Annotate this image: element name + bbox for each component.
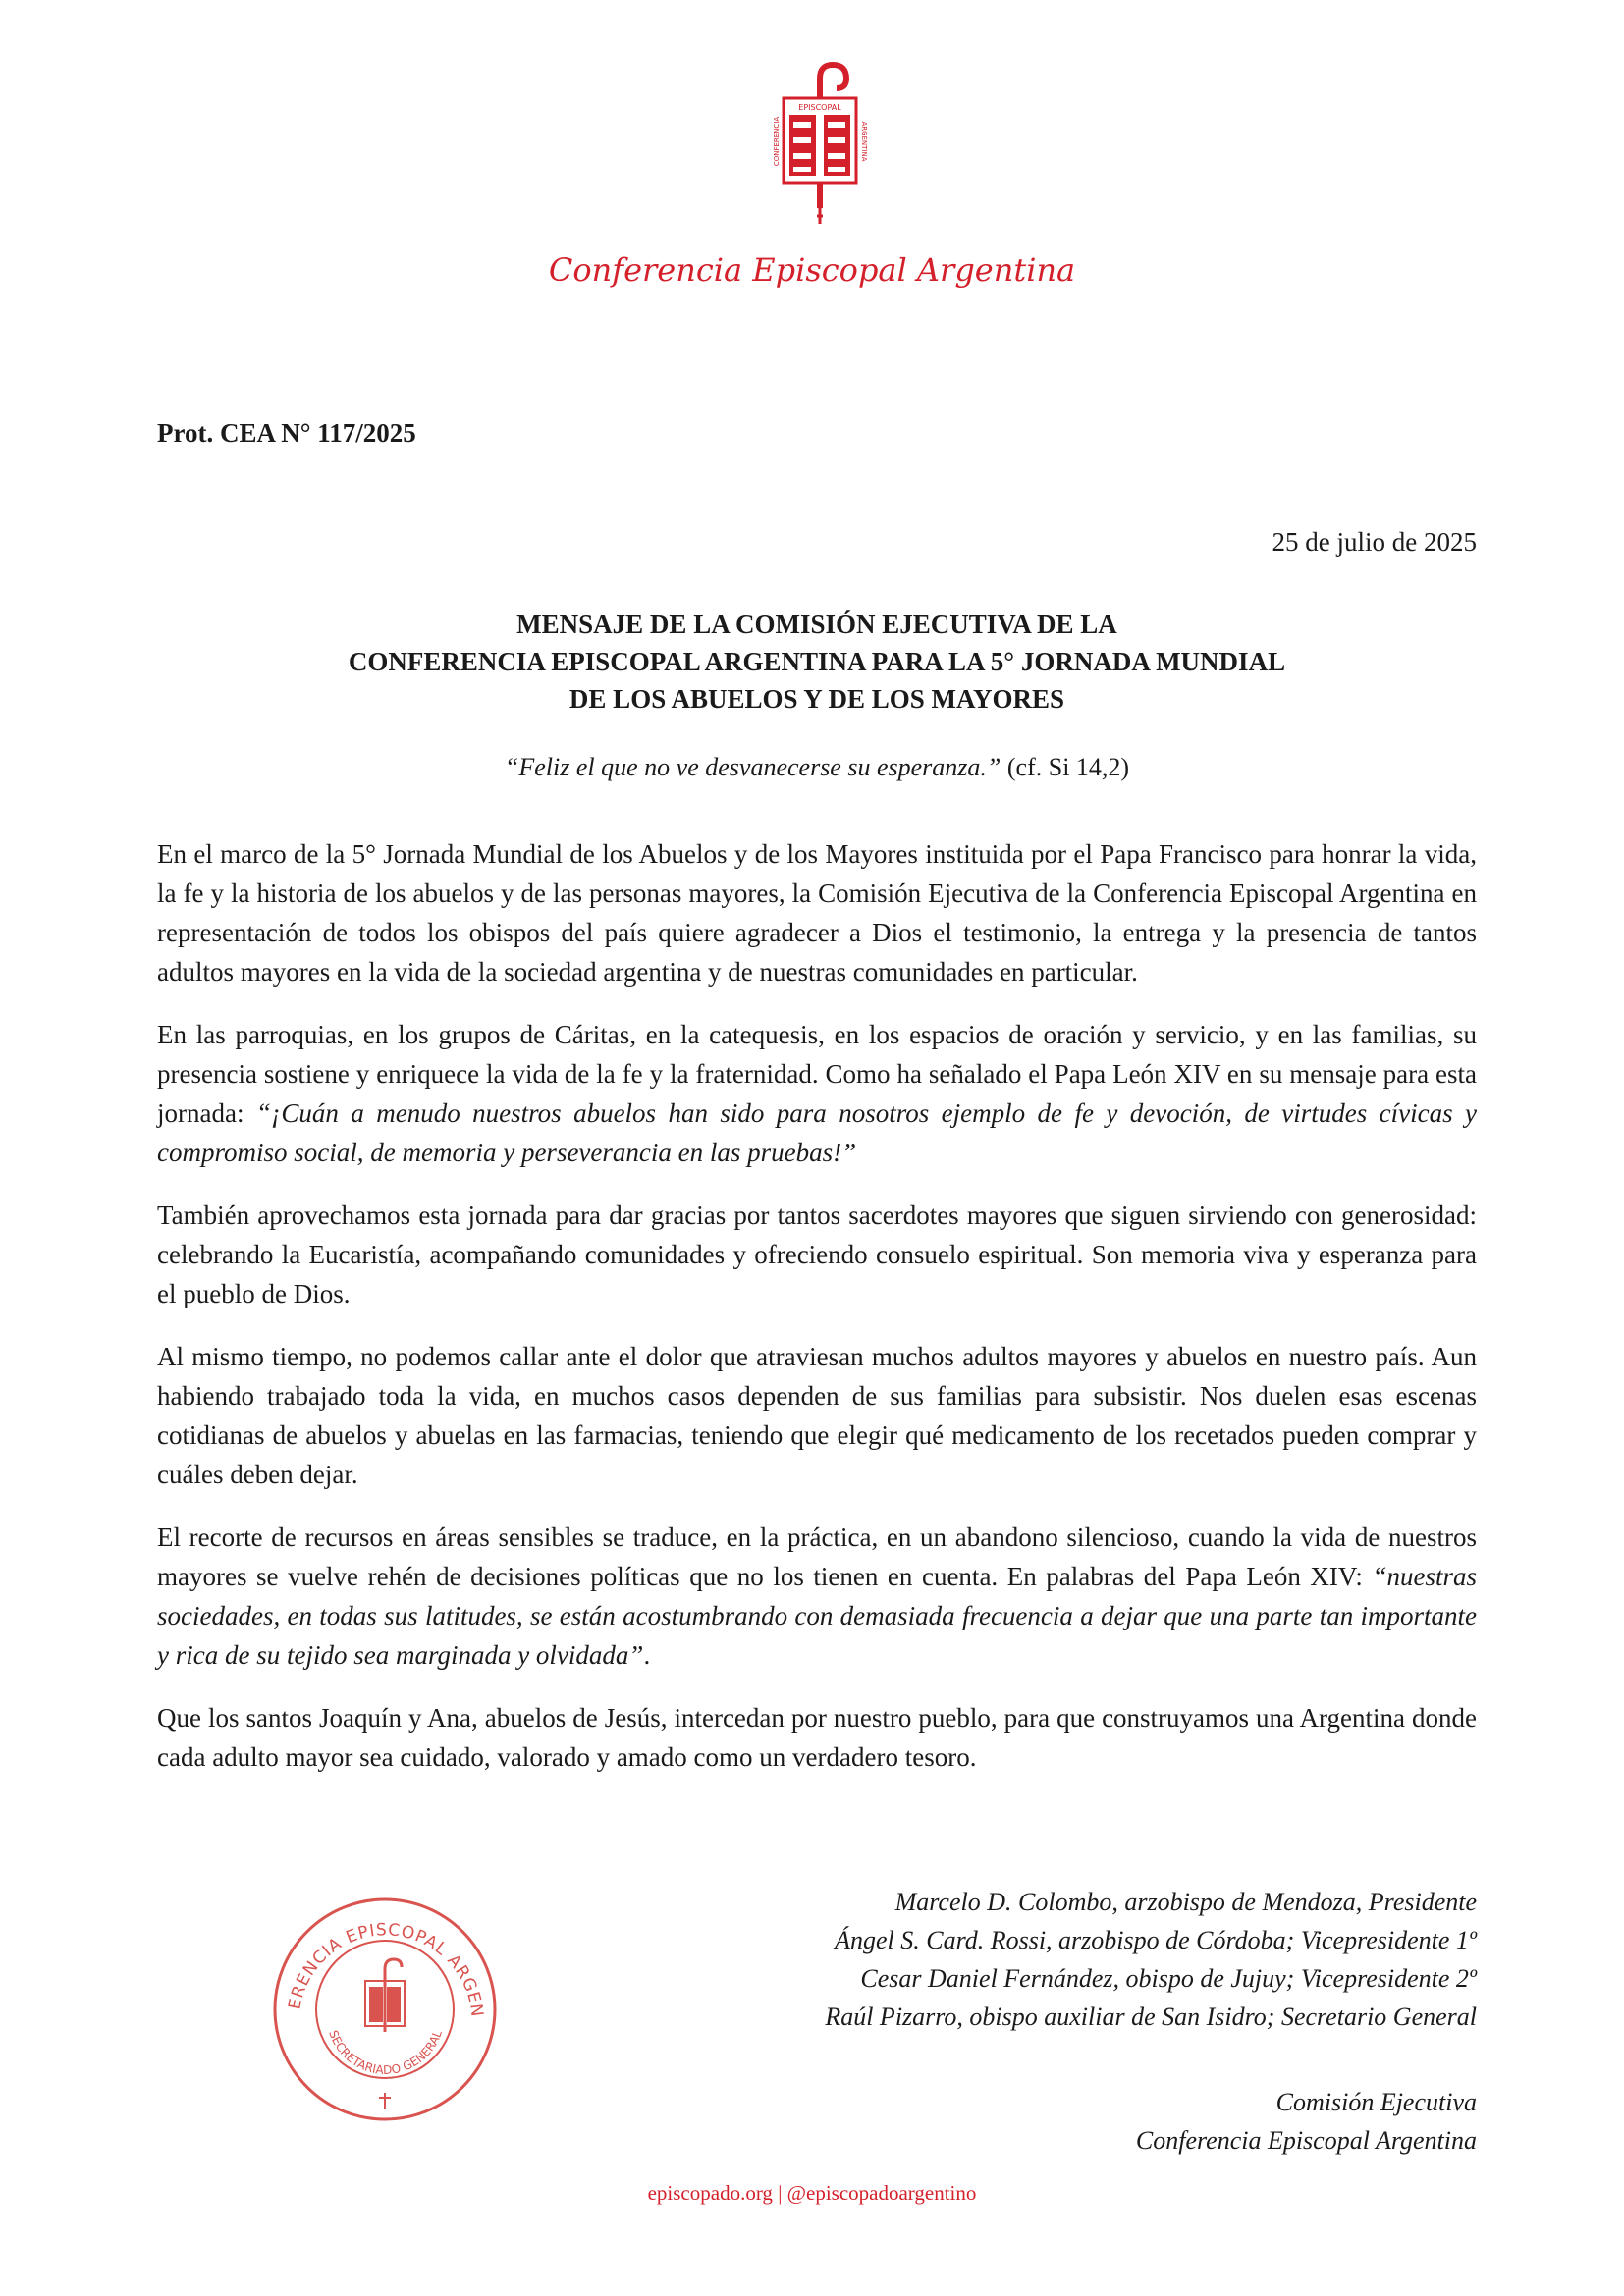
- signatories: [593, 1883, 1477, 2036]
- title-line: DE LOS ABUELOS Y DE LOS MAYORES: [568, 684, 1065, 714]
- document-title: [157, 606, 1477, 718]
- committee-line: Conferencia Episcopal Argentina: [1135, 2126, 1477, 2155]
- paragraph: También aprovechamos esta jornada para dar gracias por tantos sacerdotes mayores que siguen sirviendo con generosidad: celebrando la Eucaristía, acompañando comunidades y ofreciendo consuelo espiritual. Son memoria viva y esperanza para el pueblo de Dios.: [157, 1201, 1477, 1308]
- signer-line: Ángel S. Card. Rossi, arzobispo de Córdoba; Vicepresidente 1º: [835, 1926, 1477, 1954]
- paragraph: Al mismo tiempo, no podemos callar ante el dolor que atraviesan muchos adultos mayores y abuelos en nuestro país. Aun habiendo trabajado toda la vida, en muchos casos dependen de sus familias para subsistir. Nos duelen esas escenas cotidianas de abuelos y abuelas en las farmacias, teniendo que elegir qué medicamento de los recetados pueden comprar y cuáles deben dejar.: [157, 1342, 1477, 1489]
- pope-quote: “nuestras sociedades, en todas sus latitudes, se están acostumbrando con demasiada frecuencia a dejar que una parte tan importante y rica de su tejido sea marginada y olvidada”: [157, 1562, 1477, 1670]
- document-date: 25 de julio de 2025: [1272, 527, 1477, 557]
- website-link[interactable]: episcopado.org: [647, 2181, 773, 2205]
- title-line: MENSAJE DE LA COMISIÓN EJECUTIVA DE LA: [516, 610, 1117, 639]
- svg-text:SECRETARIADO GENERAL: [326, 2028, 445, 2077]
- committee-signature: [593, 2083, 1477, 2160]
- paragraph: [157, 1015, 1477, 1172]
- footer-separator: |: [772, 2181, 787, 2205]
- secretariat-stamp: [270, 1895, 501, 2125]
- stamp-outer-text: ERENCIA EPISCOPAL ARGEN: [285, 1920, 487, 2019]
- paragraph: [157, 1518, 1477, 1675]
- epigraph-quote: “Feliz el que no ve desvanecerse su esperanza.”: [504, 753, 1001, 781]
- organization-name: Conferencia Episcopal Argentina: [548, 251, 1076, 289]
- title-line: CONFERENCIA EPISCOPAL ARGENTINA PARA LA 5° JORNADA MUNDIAL: [348, 647, 1286, 676]
- message-body: [157, 834, 1477, 1800]
- protocol-number: Prot. CEA N° 117/2025: [157, 418, 416, 448]
- paragraph-end: .: [643, 1640, 651, 1670]
- epigraph: [157, 753, 1477, 782]
- footer: [0, 2181, 1624, 2206]
- signer-line: Marcelo D. Colombo, arzobispo de Mendoza, Presidente: [894, 1888, 1477, 1916]
- paragraph-text: En las parroquias, en los grupos de Cáritas, en la catequesis, en los espacios de oración y servicio, y en las familias, su presencia sostiene y enriquece la vida de la fe y la fraternidad. Como ha señalado el Papa León XIV en su mensaje para esta jornada:: [157, 1020, 1477, 1128]
- signer-line: Raúl Pizarro, obispo auxiliar de San Isidro; Secretario General: [825, 2002, 1477, 2031]
- cea-logo: [766, 61, 874, 228]
- signer-line: Cesar Daniel Fernández, obispo de Jujuy; Vicepresidente 2º: [860, 1964, 1477, 1993]
- epigraph-reference: (cf. Si 14,2): [1001, 753, 1130, 781]
- logo-text-top: EPISCOPAL: [798, 103, 841, 112]
- logo-text-left: CONFERENCIA: [773, 116, 781, 167]
- paragraph-text: El recorte de recursos en áreas sensibles se traduce, en la práctica, en un abandono silencioso, cuando la vida de nuestros mayores se vuelve rehén de decisiones políticas que no los tienen en cuenta. En palabras del Papa León XIV:: [157, 1522, 1477, 1591]
- logo-text-right: ARGENTINA: [860, 121, 868, 162]
- pope-quote: “¡Cuán a menudo nuestros abuelos han sido para nosotros ejemplo de fe y devoción, de virtudes cívicas y compromiso social, de memoria y perseverancia en las pruebas!”: [157, 1098, 1478, 1167]
- paragraph: En el marco de la 5° Jornada Mundial de los Abuelos y de los Mayores instituida por el Papa Francisco para honrar la vida, la fe y la historia de los abuelos y de las personas mayores, la Comisión Ejecutiva de la Conferencia Episcopal Argentina en representación de todos los obispos del país quiere agradecer a Dios el testimonio, la entrega y la presencia de tantos adultos mayores en la vida de la sociedad argentina y de nuestras comunidades en particular.: [157, 839, 1477, 987]
- social-handle-link[interactable]: @episcopadoargentino: [786, 2181, 977, 2205]
- paragraph: Que los santos Joaquín y Ana, abuelos de Jesús, intercedan por nuestro pueblo, para que construyamos una Argentina donde cada adulto mayor sea cuidado, valorado y amado como un verdadero tesoro.: [157, 1703, 1477, 1772]
- stamp-inner-text: SECRETARIADO GENERAL: [326, 2028, 445, 2077]
- committee-line: Comisión Ejecutiva: [1275, 2088, 1477, 2116]
